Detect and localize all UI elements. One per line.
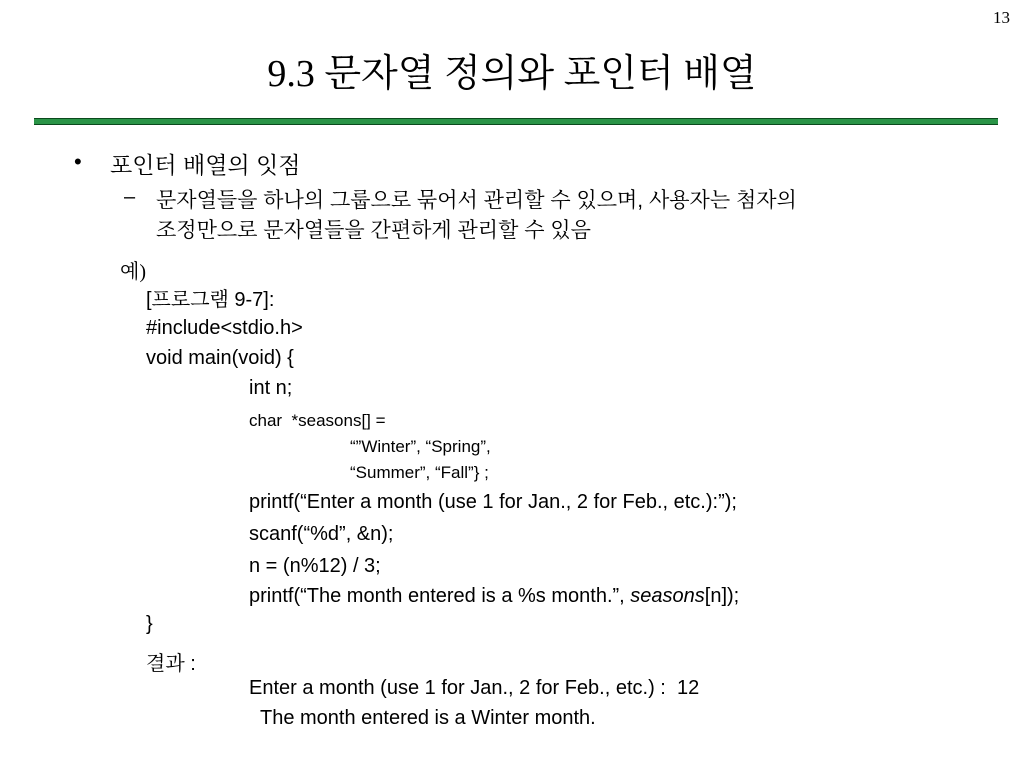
bullet-icon: • — [74, 149, 82, 174]
title-divider — [34, 118, 998, 125]
result-label: 결과 : — [146, 653, 196, 675]
result-line-1: Enter a month (use 1 for Jan., 2 for Feb., etc.) : 12 — [249, 677, 700, 699]
slide-title: 9.3 문자열 정의와 포인터 배열 — [267, 53, 757, 95]
code-line-printf-prompt: printf(“Enter a month (use 1 for Jan., 2 for Feb., etc.):”); — [249, 491, 737, 513]
code-line-seasons-1: “”Winter”, “Spring”, — [350, 437, 491, 456]
code-line-modulo: n = (n%12) / 3; — [249, 555, 381, 577]
code-index-suffix: [n]); — [704, 585, 740, 607]
page-number: 13 — [993, 8, 1010, 27]
code-line-int: int n; — [249, 377, 293, 399]
code-line-include: #include<stdio.h> — [146, 317, 303, 339]
code-line-close-brace: } — [146, 613, 153, 635]
code-line-seasons-2: “Summer”, “Fall”} ; — [350, 463, 489, 482]
sub-bullet-line-2: 조정만으로 문자열들을 간편하게 관리할 수 있음 — [156, 219, 591, 242]
code-line-scanf: scanf(“%d”, &n); — [249, 523, 394, 545]
result-line-2: The month entered is a Winter month. — [260, 707, 596, 729]
code-line-printf-result — [249, 585, 739, 608]
example-label: 예) — [120, 261, 146, 283]
code-line-char-decl: char *seasons[] = — [249, 411, 386, 430]
bullet-text: 포인터 배열의 잇점 — [110, 152, 301, 178]
program-header: [프로그램 9-7]: — [146, 289, 275, 311]
code-seasons-identifier: seasons — [630, 585, 705, 607]
code-printf-text: printf(“The month entered is a %s month.”, — [249, 585, 631, 607]
sub-bullet-line-1: 문자열들을 하나의 그룹으로 묶어서 관리할 수 있으며, 사용자는 첨자의 — [156, 189, 797, 212]
sub-bullet-dash: – — [124, 186, 136, 208]
code-line-main: void main(void) { — [146, 347, 294, 369]
